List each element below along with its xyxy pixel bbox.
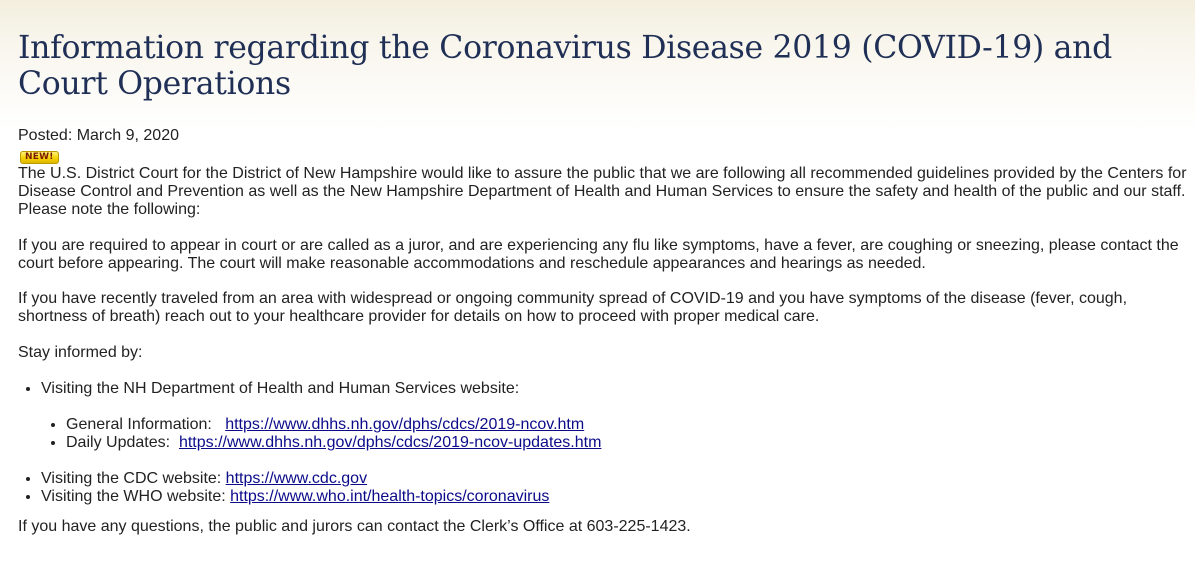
who-label: Visiting the WHO website: [41,488,231,505]
posted-date: Posted: March 9, 2020 [18,127,179,144]
list-item-who [41,488,1193,506]
cdc-link[interactable]: https://www.cdc.gov [225,470,368,487]
dhhs-sublist [41,416,1193,452]
travel-paragraph: If you have recently traveled from an area with widespread or ongoing community spread of COVID-19 and you have symptoms of the disease (fever, cough, shortness of breath) reach out to your healthcare provider for details on how to proceed with proper medical care. [18,290,1128,325]
general-info-link[interactable]: https://www.dhhs.nh.gov/dphs/cdcs/2019-ncov.htm [225,416,585,433]
list-item-daily-updates [66,434,1193,452]
daily-updates-link[interactable]: https://www.dhhs.nh.gov/dphs/cdcs/2019-ncov-updates.htm [178,434,602,451]
announcement-content [18,0,1193,536]
contact-paragraph: If you have any questions, the public and jurors can contact the Clerk’s Office at 603-225-1423. [18,518,691,535]
general-info-label: General Information: [66,416,226,433]
list-item-dhhs [41,380,1193,452]
stay-informed-heading: Stay informed by: [18,344,143,361]
list-item-general-info [66,416,1193,434]
daily-updates-label: Daily Updates: [66,434,179,451]
symptoms-paragraph: If you are required to appear in court or are called as a juror, and are experiencing any flu like symptoms, have a fever, are coughing or sneezing, please contact the court before appearing. The court will make reasonable accommodations and reschedule appearances and hearings as needed. [18,237,1179,272]
who-link[interactable]: https://www.who.int/health-topics/coronavirus [230,488,550,505]
page-title: Information regarding the Coronavirus Disease 2019 (COVID-19) and Court Operations [18,30,1112,102]
cdc-label: Visiting the CDC website: [41,470,226,487]
new-badge: NEW! [20,151,59,164]
intro-paragraph: The U.S. District Court for the District of New Hampshire would like to assure the public that we are following all recommended guidelines provided by the Centers for Disease Control and Prevention as well as the New Hampshire Department of Health and Human Services to ensure the safety and health of the public and our staff. Please note the following: [18,165,1187,218]
list-item-cdc [41,470,1193,488]
dhhs-label: Visiting the NH Department of Health and Human Services website: [41,380,520,397]
resource-list [18,380,1193,506]
